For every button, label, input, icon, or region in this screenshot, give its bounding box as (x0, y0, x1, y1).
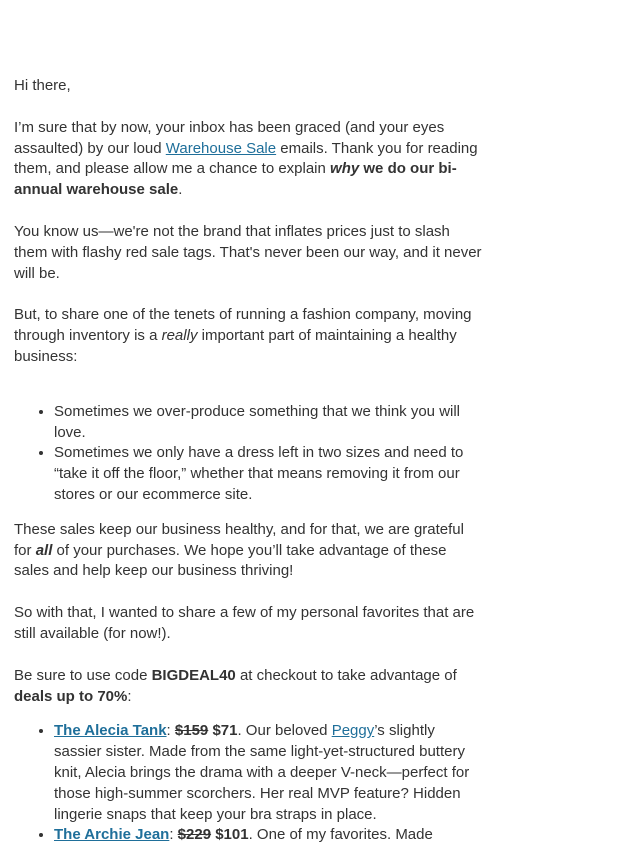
warehouse-sale-link[interactable]: Warehouse Sale (165, 139, 277, 157)
new-price: $71 (212, 722, 238, 740)
paragraph-text: Be sure to use code (14, 666, 152, 684)
new-price: $101 (215, 826, 249, 844)
paragraph-text: emails. Thank you for reading them, and please allow me a chance to explain (14, 139, 478, 178)
paragraph-text: at checkout to take advantage of (235, 666, 457, 684)
product-list (14, 721, 482, 846)
product-link[interactable]: The Archie Jean (54, 826, 170, 844)
paragraph-brand: You know us—we're not the brand that inflates prices just to slash them with flashy red sale tags. That's never been our way, and it never will be. (14, 222, 482, 282)
list-item: • Sometimes we over-produce something that we think you will love. (54, 402, 482, 444)
product-link[interactable]: The Alecia Tank (54, 722, 167, 740)
old-price: $229 (177, 826, 212, 844)
emphasis-bi-annual: we do our bi-annual warehouse sale (14, 160, 457, 199)
paragraph-text: important part of maintaining a healthy business: (14, 327, 457, 365)
paragraph-text: These sales keep our business healthy, and for that, we are grateful for (14, 520, 464, 559)
paragraph-text: But, to share one of the tenets of running a fashion company, moving through inventory is a (14, 306, 472, 345)
paragraph-code (14, 666, 482, 708)
old-price: $159 (174, 722, 209, 740)
emphasis-all: all (35, 541, 53, 559)
paragraph-tenets (14, 305, 482, 367)
greeting: Hi there, (14, 77, 71, 94)
emphasis-really: really (161, 327, 198, 345)
reasons-list (14, 402, 482, 506)
emphasis-why: why (330, 160, 360, 178)
paragraph-inbox (14, 118, 482, 201)
list-item: • Sometimes we only have a dress left in two sizes and need to “take it off the floor,” whether that means removing it from our stores or our ecommerce site. (54, 443, 482, 505)
promo-code: BIGDEAL40 (151, 666, 236, 684)
email-body (14, 76, 482, 846)
paragraph-text: I’m sure that by now, your inbox has been graced (and your eyes assaulted) by our loud (14, 118, 445, 157)
paragraph-grateful (14, 520, 482, 582)
peggy-link[interactable]: Peggy (331, 722, 375, 740)
product-item: • The Archie Jean: $229 $101. One of my favorites. Made (54, 825, 482, 846)
paragraph-text: : (127, 687, 132, 705)
product-item: • The Alecia Tank: $159 $71. Our beloved Peggy’s slightly sassier sister. Made from the same light-yet-structured buttery knit, Alecia brings the drama with a deeper V-neck—perfect for those high-summer scorchers. Her real MVP feature? Hidden lingerie snaps that keep your bra straps in place. (54, 721, 482, 825)
deals-text: deals up to 70% (14, 687, 128, 705)
paragraph-text: . (178, 181, 183, 199)
paragraph-text: of your purchases. We hope you’ll take advantage of these sales and help keep our business thriving! (14, 541, 447, 580)
paragraph-favorites: So with that, I wanted to share a few of my personal favorites that are still available (for now!). (14, 604, 475, 642)
